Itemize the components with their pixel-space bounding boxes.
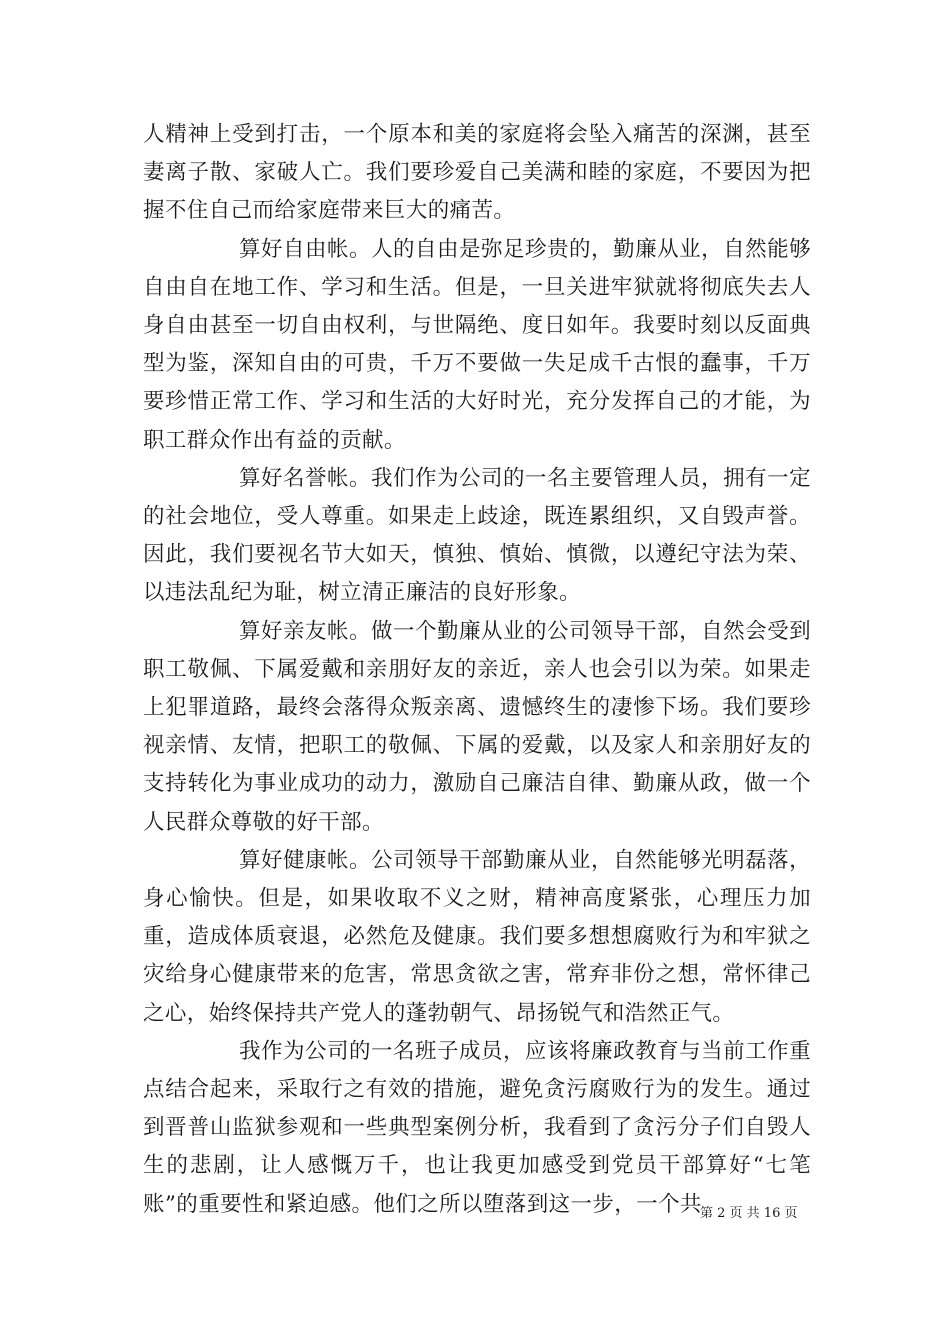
paragraph-reputation: 算好名誉帐。我们作为公司的一名主要管理人员，拥有一定的社会地位，受人尊重。如果走上歧途，既连累组织，又自毁声誉。因此，我们要视名节大如天，慎独、慎始、慎微，以遵纪守法为荣、以违法乱纪为耻，树立清正廉洁的良好形象。 xyxy=(143,465,811,606)
paragraph-health: 算好健康帐。公司领导干部勤廉从业，自然能够光明磊落，身心愉快。但是，如果收取不义之财，精神高度紧张，心理压力加重，造成体质衰退，必然危及健康。我们要多想想腐败行为和牢狱之灾给身心健康带来的危害，常思贪欲之害，常弃非份之想，常怀律己之心，始终保持共产党人的蓬勃朝气、昂扬锐气和浩然正气。 xyxy=(143,847,811,1026)
body-text xyxy=(143,116,811,1224)
paragraph-continuation: 人精神上受到打击，一个原本和美的家庭将会坠入痛苦的深渊，甚至妻离子散、家破人亡。我们要珍爱自己美满和睦的家庭，不要因为把握不住自己而给家庭带来巨大的痛苦。 xyxy=(143,122,811,224)
paragraph-relatives: 算好亲友帐。做一个勤廉从业的公司领导干部，自然会受到职工敬佩、下属爱戴和亲朋好友的亲近，亲人也会引以为荣。如果走上犯罪道路，最终会落得众叛亲离、遗憾终生的凄惨下场。我们要珍视亲情、友情，把职工的敬佩、下属的爱戴，以及家人和亲朋好友的支持转化为事业成功的动力，激励自己廉洁自律、勤廉从政，做一个人民群众尊敬的好干部。 xyxy=(143,618,811,835)
paragraph-freedom: 算好自由帐。人的自由是弥足珍贵的，勤廉从业，自然能够自由自在地工作、学习和生活。但是，一旦关进牢狱就将彻底失去人身自由甚至一切自由权利，与世隔绝、度日如年。我要时刻以反面典型为鉴，深知自由的可贵，千万不要做一失足成千古恨的蠢事，千万要珍惜正常工作、学习和生活的大好时光，充分发挥自己的才能，为职工群众作出有益的贡献。 xyxy=(143,236,811,453)
page-number-footer: 第 2 页 共 16 页 xyxy=(700,1206,798,1221)
paragraph-conclusion: 我作为公司的一名班子成员，应该将廉政教育与当前工作重点结合起来，采取行之有效的措施，避免贪污腐败行为的发生。通过到晋普山监狱参观和一些典型案例分析，我看到了贪污分子们自毁人生的悲剧，让人感慨万千，也让我更加感受到党员干部算好“七笔账”的重要性和紧迫感。他们之所以堕落到这一步，一个共 xyxy=(143,1038,811,1217)
